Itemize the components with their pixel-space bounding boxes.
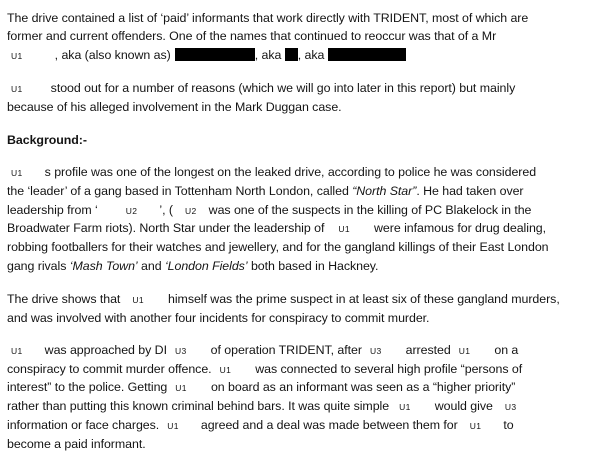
text: leadership from ‘	[7, 203, 98, 217]
text: information or face charges.	[7, 418, 160, 432]
text: The drive contained a list of ‘paid’ informants that work directly with TRIDENT, most of which are	[7, 11, 529, 25]
gang-name: ‘Mash Town’	[69, 259, 138, 273]
redaction-tag: U1	[11, 51, 23, 61]
text: agreed and a deal was made between them for	[200, 418, 458, 432]
text: , aka	[254, 48, 282, 62]
text: to	[503, 418, 514, 432]
p4-line-1	[7, 291, 560, 308]
gang-name: ‘London Fields’	[164, 259, 248, 273]
text: were infamous for drug dealing,	[374, 221, 547, 235]
text: conspiracy to commit murder offence.	[7, 362, 212, 376]
text: rather than putting this known criminal behind bars. It was quite simple	[7, 399, 390, 413]
text: himself was the prime suspect in at least six of these gangland murders,	[168, 292, 560, 306]
text: on a	[494, 343, 519, 357]
text: was one of the suspects in the killing of PC Blakelock in the	[208, 203, 532, 217]
text: , aka (also known as)	[54, 48, 171, 62]
text: gang rivals	[7, 259, 70, 273]
redaction-bar	[328, 48, 406, 61]
text: former and current offenders. One of the names that continued to reoccur was that of a Mr	[7, 29, 497, 43]
redaction-bar	[175, 48, 255, 61]
text: interest” to the police. Getting	[7, 380, 168, 394]
text: was approached by DI	[44, 343, 167, 357]
text: , aka	[297, 48, 325, 62]
redaction-tag: U1	[11, 168, 23, 178]
p5-line-4	[7, 398, 517, 415]
p3-line-5	[7, 239, 549, 255]
p3-line-6	[7, 258, 378, 274]
redaction-bar	[285, 48, 298, 61]
text: would give	[434, 399, 493, 413]
redaction-tag: U1	[167, 421, 179, 431]
redaction-tag: U1	[175, 383, 187, 393]
text: and was involved with another four incidents for conspiracy to commit murder.	[7, 311, 430, 325]
redaction-tag: U3	[369, 346, 382, 356]
text: was connected to several high profile “persons of	[255, 362, 523, 376]
text: and	[137, 259, 165, 273]
p3-line-2	[7, 183, 524, 199]
p5-line-3	[7, 379, 515, 396]
text: s profile was one of the longest on the leaked drive, according to police he was considered	[44, 165, 537, 179]
redaction-tag: U3	[504, 402, 517, 412]
redaction-tag: U2	[125, 206, 138, 216]
redaction-tag: U1	[11, 346, 23, 356]
text: of operation TRIDENT, after	[210, 343, 362, 357]
redaction-tag: U1	[399, 402, 411, 412]
gang-name: “North Star”	[352, 184, 417, 198]
text: become a paid informant.	[7, 437, 146, 451]
p3-line-4	[7, 220, 546, 237]
p3-line-1	[7, 164, 536, 181]
text: stood out for a number of reasons (which we will go into later in this report) but mainly	[50, 81, 516, 95]
redaction-tag: U1	[132, 295, 144, 305]
p5-line-2	[7, 361, 522, 378]
heading-text: Background:-	[7, 133, 87, 147]
redaction-tag: U1	[219, 365, 232, 375]
p5-line-5	[7, 417, 514, 434]
redaction-tag: U2	[185, 206, 197, 216]
p4-line-2	[7, 310, 429, 326]
redaction-tag: U3	[174, 346, 187, 356]
text: because of his alleged involvement in the Mark Duggan case.	[7, 100, 342, 114]
redaction-tag: U1	[458, 346, 471, 356]
redaction-tag: U1	[11, 84, 23, 94]
p5-line-6	[7, 436, 146, 452]
text: The drive shows that	[7, 292, 121, 306]
p5-line-1	[7, 342, 518, 359]
text: robbing footballers for their watches and jewellery, and for the gangland killings of their East London	[7, 240, 549, 254]
text: ’, (	[159, 203, 173, 217]
text: both based in Hackney.	[247, 259, 379, 273]
text: arrested	[405, 343, 451, 357]
p1-line-3	[7, 47, 406, 64]
text: on board as an informant was seen as a “higher priority”	[210, 380, 516, 394]
redaction-tag: U1	[338, 224, 351, 234]
redaction-tag: U1	[469, 421, 482, 431]
p3-line-3	[7, 202, 531, 219]
text: the ‘leader’ of a gang based in Tottenham North London, called	[7, 184, 353, 198]
text: . He had taken over	[416, 184, 524, 198]
section-heading	[7, 132, 87, 148]
p1-line-2	[7, 28, 496, 44]
text: Broadwater Farm riots). North Star under the leadership of	[7, 221, 325, 235]
p2-line-2	[7, 99, 342, 115]
p1-line-1	[7, 10, 528, 26]
p2-line-1	[7, 80, 515, 97]
